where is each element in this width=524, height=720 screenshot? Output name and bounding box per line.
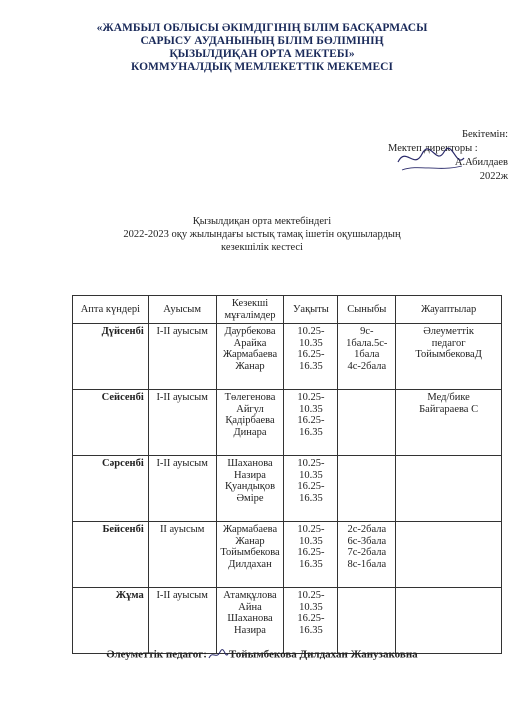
teachers-line: Даурбекова [224, 326, 276, 337]
classes-line: 9с- [360, 326, 374, 337]
column-header: Жауаптылар [396, 296, 502, 324]
document-title [0, 215, 524, 254]
time-line: 10.25- [297, 590, 325, 601]
footer-role: Әлеуметтік педагог: [106, 648, 207, 661]
column-header: Уақыты [284, 296, 338, 324]
teachers-line: Шаханова [227, 458, 273, 469]
teachers-cell [216, 390, 284, 456]
time-line: 10.35 [299, 535, 323, 547]
time-line: 10.25- [297, 458, 325, 469]
table-row [73, 390, 502, 456]
responsible-cell [396, 588, 502, 654]
responsible-line: Мед/бике [427, 392, 470, 403]
classes-line: 1бала.5с- [346, 337, 388, 349]
teachers-line: Шаханова [227, 613, 273, 624]
teachers-line: Динара [233, 426, 267, 438]
pedagogue-signature [207, 648, 229, 662]
table-row [73, 522, 502, 588]
time-cell [284, 390, 338, 456]
time-line: 16.35 [299, 426, 323, 438]
teachers-line: Атамқұлова [223, 590, 277, 601]
header-line: «ЖАМБЫЛ ОБЛЫСЫ ӘКІМДІГІНІҢ БІЛІМ БАСҚАРМАСЫ [96, 22, 428, 34]
header-line: КОММУНАЛДЫҚ МЕМЛЕКЕТТІК МЕКЕМЕСІ [131, 61, 393, 73]
approval-label: Бекітемін: [461, 129, 508, 140]
teachers-line: Айгул [236, 403, 264, 415]
time-cell [284, 588, 338, 654]
teachers-line: Әміре [236, 492, 264, 504]
title-line: Қызылдиқан орта мектебіндегі [192, 216, 332, 227]
teachers-cell [216, 588, 284, 654]
responsible-cell [396, 456, 502, 522]
day-cell: Сәрсенбі [73, 456, 149, 522]
column-header: Кезекші мұғалімдер [216, 296, 284, 324]
teachers-line: Төлегенова [224, 392, 276, 403]
time-line: 16.25- [297, 349, 325, 360]
classes-line: 7с-2бала [347, 547, 387, 558]
teachers-line: Қуандықов [224, 481, 276, 492]
approval-year: 2022ж [479, 171, 508, 182]
time-line: 10.25- [297, 524, 325, 535]
table-header-row [73, 296, 502, 324]
shift-cell: I-II ауысым [148, 456, 216, 522]
title-line: кезекшілік кестесі [221, 242, 303, 253]
approval-director: Мектеп директоры : [388, 143, 478, 154]
teachers-line: Тойымбекова [220, 547, 280, 558]
teachers-line: Жармабаева [222, 524, 278, 535]
header-line: ҚЫЗЫЛДИҚАН ОРТА МЕКТЕБІ» [169, 48, 355, 60]
day-cell: Жұма [73, 588, 149, 654]
responsible-line: Әлеуметтік [423, 326, 475, 337]
column-header: Ауысым [148, 296, 216, 324]
title-line: 2022-2023 оқу жылындағы ыстық тамақ ішетін оқушылардың [123, 229, 401, 240]
time-line: 16.35 [299, 360, 323, 372]
header-line: САРЫСУ АУДАНЫНЫҢ БІЛІМ БӨЛІМІНІҢ [140, 35, 384, 47]
time-cell [284, 324, 338, 390]
shift-cell: I-II ауысым [148, 324, 216, 390]
teachers-cell [216, 456, 284, 522]
school-header [0, 22, 524, 74]
classes-cell [338, 390, 396, 456]
teachers-line: Назира [234, 624, 266, 636]
time-line: 10.35 [299, 403, 323, 415]
time-line: 16.25- [297, 613, 325, 624]
table-row [73, 456, 502, 522]
time-line: 16.25- [297, 415, 325, 426]
approval-name: А.Абилдаев [454, 157, 508, 168]
time-line: 10.35 [299, 469, 323, 481]
time-line: 10.25- [297, 326, 325, 337]
column-header: Сыныбы [338, 296, 396, 324]
classes-cell [338, 588, 396, 654]
teachers-line: Айна [238, 601, 262, 613]
classes-line: 6с-3бала [347, 535, 387, 547]
classes-cell [338, 456, 396, 522]
table-row [73, 588, 502, 654]
column-header: Апта күндері [73, 296, 149, 324]
teachers-line: Назира [234, 469, 266, 481]
teachers-line: Қадірбаева [225, 415, 275, 426]
table-body [73, 324, 502, 654]
classes-cell [338, 522, 396, 588]
responsible-line: ТойымбековаД [415, 349, 482, 360]
time-line: 16.25- [297, 547, 325, 558]
shift-cell: I-II ауысым [148, 390, 216, 456]
time-cell [284, 456, 338, 522]
table-row [73, 324, 502, 390]
day-cell: Бейсенбі [73, 522, 149, 588]
classes-line: 4с-2бала [347, 360, 387, 372]
shift-cell: II ауысым [148, 522, 216, 588]
teachers-line: Арайка [233, 337, 267, 349]
teachers-cell [216, 522, 284, 588]
teachers-cell [216, 324, 284, 390]
teachers-line: Дилдахан [228, 558, 272, 570]
time-line: 10.35 [299, 601, 323, 613]
classes-line: 1бала [354, 349, 380, 360]
classes-cell [338, 324, 396, 390]
classes-line: 8с-1бала [347, 558, 387, 570]
responsible-line: педагог [431, 337, 466, 349]
responsible-cell [396, 390, 502, 456]
time-line: 16.25- [297, 481, 325, 492]
day-cell: Сейсенбі [73, 390, 149, 456]
classes-line: 2с-2бала [347, 524, 387, 535]
teachers-line: Жармабаева [222, 349, 278, 360]
footer-signature-line [0, 648, 524, 662]
responsible-cell [396, 522, 502, 588]
time-cell [284, 522, 338, 588]
teachers-line: Жанар [235, 360, 265, 372]
director-signature [392, 140, 470, 178]
time-line: 10.35 [299, 337, 323, 349]
responsible-line: Байгараева С [419, 403, 479, 415]
responsible-cell [396, 324, 502, 390]
teachers-line: Жанар [235, 535, 265, 547]
time-line: 16.35 [299, 624, 323, 636]
time-line: 16.35 [299, 558, 323, 570]
duty-schedule-table [72, 295, 502, 654]
time-line: 16.35 [299, 492, 323, 504]
time-line: 10.25- [297, 392, 325, 403]
shift-cell: I-II ауысым [148, 588, 216, 654]
footer-name: Тойымбекова Дилдахан Жанузаковна [228, 648, 418, 661]
day-cell: Дүйсенбі [73, 324, 149, 390]
